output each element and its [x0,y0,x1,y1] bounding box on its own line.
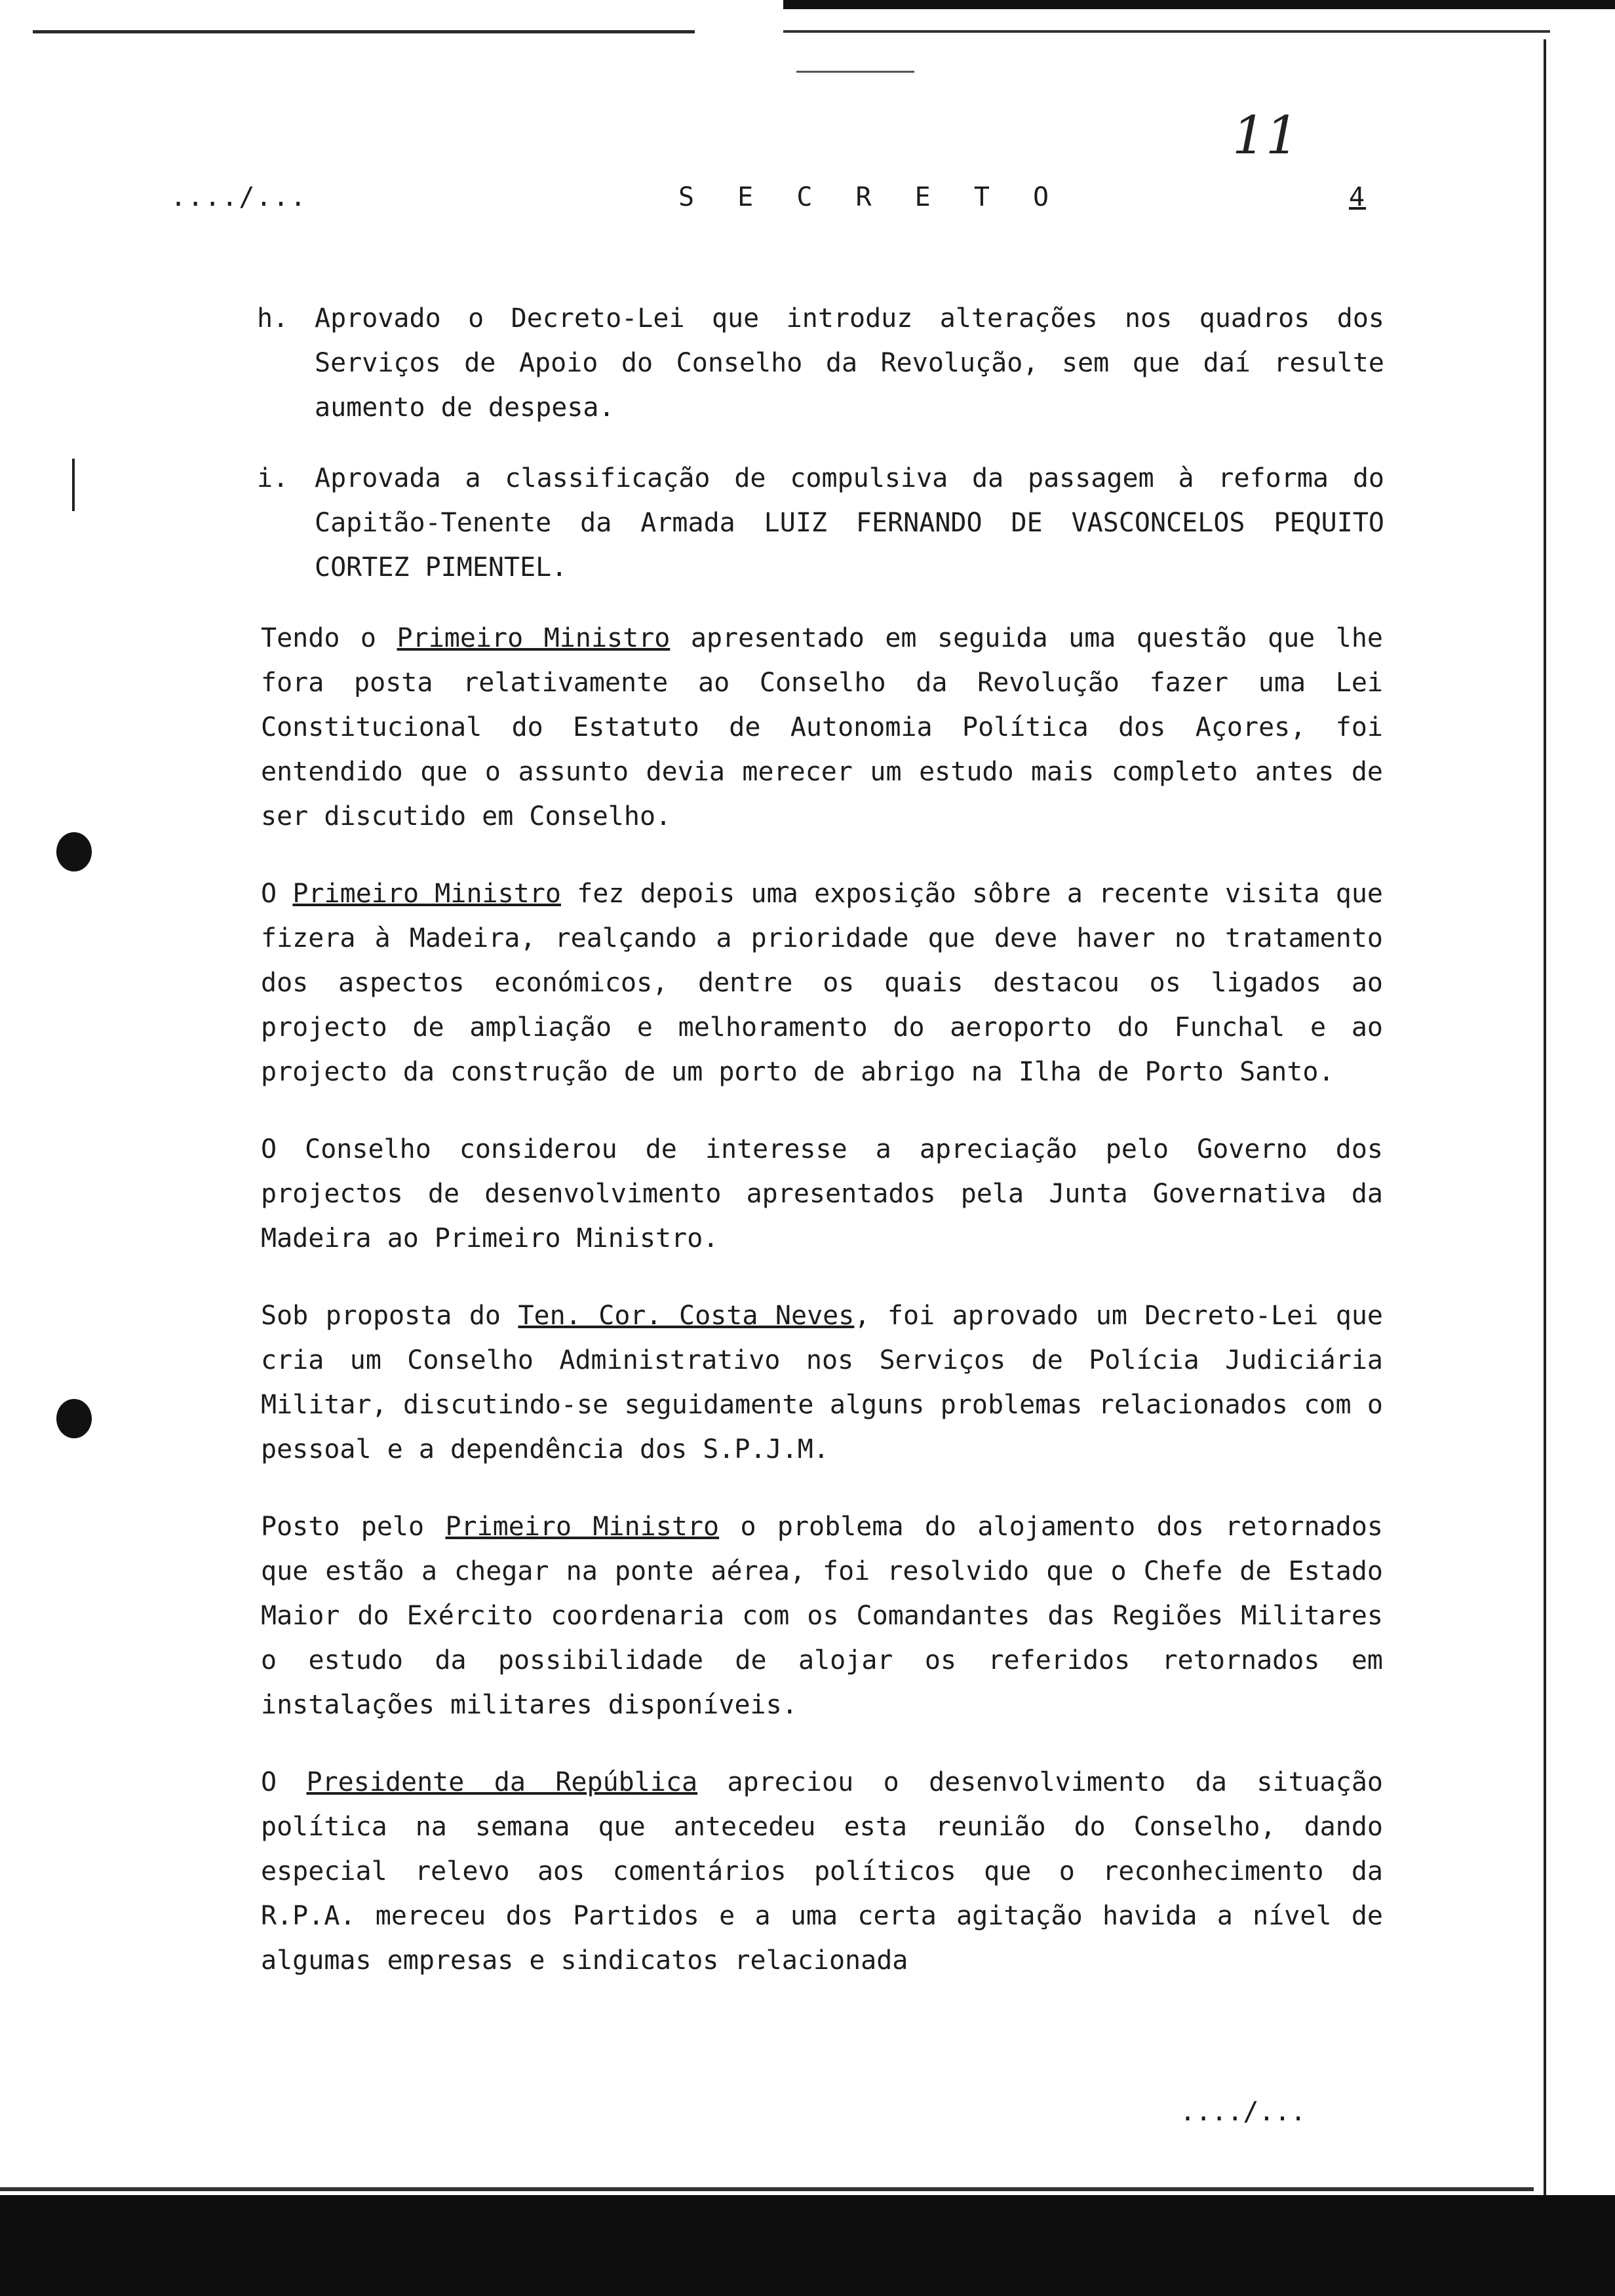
item-label: h. [257,303,289,334]
handwritten-page-mark: 11 [1232,105,1299,166]
underlined-name: Primeiro Ministro [397,623,671,653]
scan-edge-top-left [33,30,695,33]
scan-edge-right [1544,39,1546,2202]
scan-rule-top [783,30,1550,33]
punch-hole-lower [56,1399,92,1438]
scan-rule-short [796,71,914,73]
continuation-marker-top: ..../... [170,182,307,212]
lettered-items [257,296,1384,616]
item-text: Aprovado o Decreto-Lei que introduz alterações nos quadros dos Serviços de Apoio do Conselho da Revolução, sem que daí resulte aumento de despesa. [315,303,1384,423]
item-text: Aprovada a classificação de compulsiva da passagem à reforma do Capitão-Tenente da Armada LUIZ FERNANDO DE VASCONCELOS PEQUITO CORTEZ PIMENTEL. [315,463,1384,583]
list-item [257,456,1384,590]
paragraph: O Primeiro Ministro fez depois uma exposição sôbre a recente visita que fizera à Madeira, realçando a prioridade que deve haver no tratamento dos aspectos económicos, dentre os quais destacou os ligados ao projecto de ampliação e melhoramento do aeroporto do Funchal e ao projecto da construção de um porto de abrigo na Ilha de Porto Santo. [261,879,1383,1087]
continuation-marker-bottom: ..../... [1180,2097,1306,2127]
paragraph: Tendo o Primeiro Ministro apresentado em seguida uma questão que lhe fora posta relativamente ao Conselho da Revolução fazer uma Lei Constitucional do Estatuto de Autonomia Política dos Açores, foi entendido que o assunto devia merecer um estudo mais completo antes de ser discutido em Conselho. [261,623,1384,832]
paragraph: O Presidente da República apreciou o desenvolvimento da situação política na semana que antecedeu esta reunião do Conselho, dando especial relevo aos comentários políticos que o reconhecimento da R.P.A. mereceu dos Partidos e a uma certa agitação havida a nível de algumas empresas e sindicatos relacionada [261,1767,1384,1976]
paragraph: Sob proposta do Ten. Cor. Costa Neves, foi aprovado um Decreto-Lei que cria um Conselho Administrativo nos Serviços de Polícia Judiciária Militar, discutindo-se seguidamente alguns problemas relacionados com o pessoal e a dependência dos S.P.J.M. [261,1301,1383,1464]
paragraph: Posto pelo Primeiro Ministro o problema do alojamento dos retornados que estão a chegar na ponte aérea, foi resolvido que o Chefe de Estado Maior do Exército coordenaria com os Comandantes das Regiões Militares o estudo da possibilidade de alojar os referidos retornados em instalações militares disponíveis. [261,1512,1383,1720]
scan-edge-bottom [0,2195,1615,2296]
page-number: 4 [1349,182,1367,212]
underlined-name: Presidente da República [306,1767,698,1797]
scan-rule-bottom [0,2187,1534,2191]
classification-heading: S E C R E T O [678,182,1063,212]
underlined-name: Primeiro Ministro [445,1512,720,1542]
margin-mark [72,459,75,511]
item-label: i. [257,463,289,493]
list-item [257,296,1384,430]
punch-hole-upper [56,832,92,871]
document-body [261,616,1383,2016]
underlined-name: Ten. Cor. Costa Neves [518,1301,855,1331]
underlined-name: Primeiro Ministro [292,879,561,909]
paragraph: O Conselho considerou de interesse a apreciação pelo Governo dos projectos de desenvolvimento apresentados pela Junta Governativa da Madeira ao Primeiro Ministro. [261,1134,1383,1253]
scan-edge-top-right [783,0,1615,9]
